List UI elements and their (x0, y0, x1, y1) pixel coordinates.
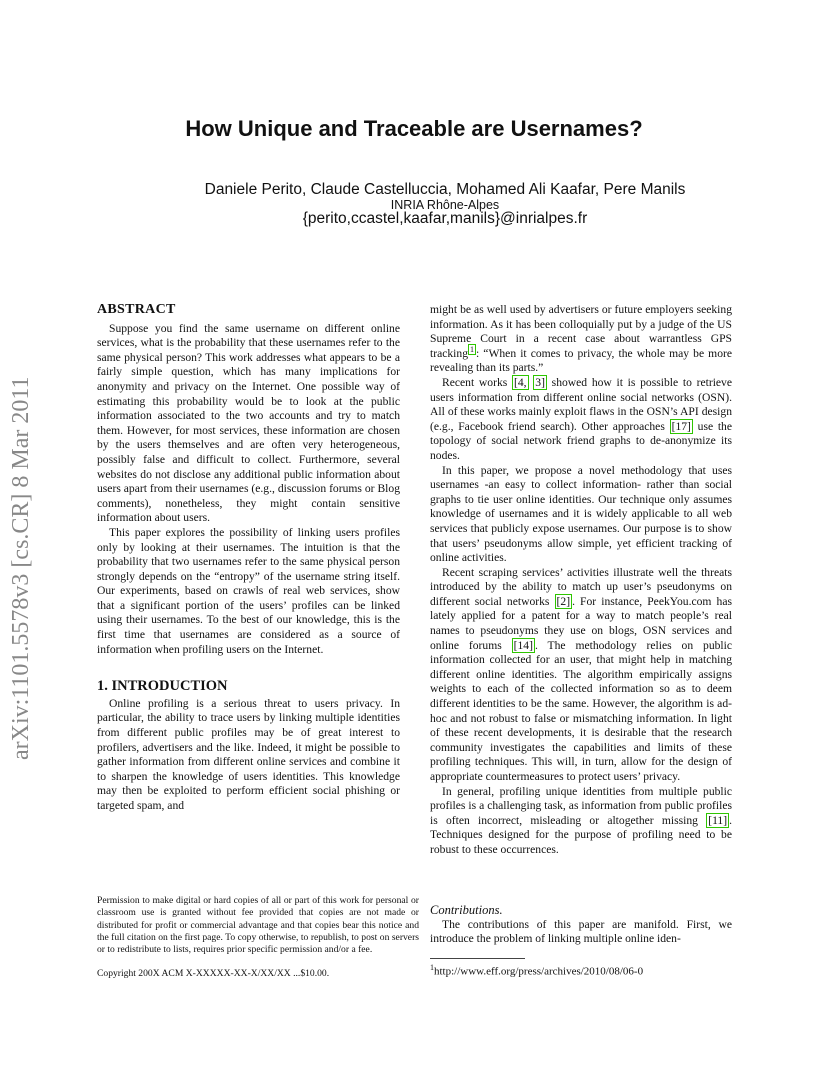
body-paragraph: Recent scraping services’ activities illustrate well the threats introduced by the ability to match up user’s pseudonyms on different social networks [2] . For instance, PeekYou.com has lately applied for a patent for a way to match people’s real names to pseudonyms they use on blogs, OSN services and online forums [14] . The methodology relies on public information collected for an user, that might help in matching different online identities. The algorithm empirically assigns weights to each of the collected information so as to deem different identities to be the same. However, the algorithm is ad-hoc and not robust to false or mismatching information. In light of these recent developments, it is desirable that the research community investigates the capabilities and limits of these profiling techniques. This will, in turn, allow for the design of appropriate countermeasures to protect users’ privacy. (430, 565, 732, 783)
introduction-heading: 1. INTRODUCTION (97, 678, 228, 695)
body-paragraph: In general, profiling unique identities from multiple public profiles is a challenging task, as information from public profiles is often incorrect, misleading or altogether missing [11] . Techniques designed for the purpose of profiling need to be robust to these occurrences. (430, 784, 732, 856)
author-emails: {perito,ccastel,kaafar,manils}@inrialpes.fr (302, 210, 588, 227)
citation-link[interactable]: [4, (513, 375, 527, 389)
affiliation: INRIA Rhône-Alpes (390, 198, 500, 212)
abstract-paragraph: Suppose you find the same username on different online services, what is the probability that these usernames refer to the same physical person? This work addresses what appears to be a fairly simple question, which has many implications for anonymity and privacy on the Internet. One possible way of estimating this probability would be to look at the public information associated to the two accounts and try to match them. However, for most services, these information are chosen by the users themselves and are often very heterogeneous, possibly false and difficult to collect. Furthermore, several websites do not disclose any additional public information about users apart from their usernames (e.g., discussion forums or Blog comments), nonetheless, they might contain sensitive information about users. (97, 321, 400, 525)
body-paragraph: might be as well used by advertisers or future employers seeking information. As it has been colloquially put by a judge of the US Supreme Court in a recent case about warrantless GPS tracking $^1$ : “When it comes to privacy, the whole may be more revealing than its parts.” (430, 303, 732, 375)
contributions-section (430, 903, 732, 947)
left-column (97, 303, 400, 814)
body-paragraph: Recent works [4, 3] showed how it is possible to retrieve users information from different online social networks (OSN). All of these works mainly exploit flaws in the OSN’s API design (e.g., Facebook friend search). Other approaches [17] use the topology of social network friend graphs to de-anonymize its nodes. (430, 375, 732, 462)
footnote-url[interactable]: http://www.eff.org/press/archives/2010/08/06-0 (434, 965, 644, 978)
contributions-heading: Contributions. (430, 903, 503, 917)
footnote (430, 963, 643, 978)
intro-paragraph: Online profiling is a serious threat to users privacy. In particular, the ability to trace users by linking multiple identities from different public profiles may be of great interest to profilers, advertisers and the like. Indeed, it might be possible to gather information from different online services and combine it to sharpen the knowledge of users identities. This knowledge may then be exploited to perform efficient social phishing or targeted spam, and (97, 696, 400, 812)
permission-notice: Permission to make digital or hard copies of all or part of this work for personal or classroom use is granted without fee provided that copies are not made or distributed for profit or commercial advantage and that copies bear this notice and the full citation on the first page. To copy otherwise, to republish, to post on servers or to redistribute to lists, requires prior specific permission and/or a fee. (97, 895, 419, 956)
author-list: Daniele Perito, Claude Castelluccia, Mohamed Ali Kaafar, Pere Manils (204, 181, 686, 198)
body-paragraph: In this paper, we propose a novel methodology that uses usernames -an easy to collect information- rather than social graphs to tie user online identities. Our technique only assumes knowledge of usernames and it is widely applicable to all web services that publicly expose usernames. Our purpose is to show that users’ pseudonyms allow simple, yet efficient tracking of online activities. (430, 463, 732, 565)
citation-link[interactable]: [11] (708, 813, 728, 827)
right-column (430, 303, 732, 858)
citation-link[interactable]: [2] (556, 594, 571, 608)
contributions-paragraph: The contributions of this paper are manifold. First, we introduce the problem of linking multiple online iden- (430, 917, 732, 946)
abstract-paragraph: This paper explores the possibility of linking users profiles only by looking at their usernames. The intuition is that the probability that two usernames refer to the same physical person strongly depends on the “entropy” of the username string itself. Our experiments, based on crawls of real web services, show that a significant portion of the users’ profiles can be linked using their usernames. To the best of our knowledge, this is the first time that usernames are considered as a source of information when profiling users on the Internet. (97, 525, 400, 656)
citation-link[interactable]: [17] (671, 419, 691, 433)
citation-link[interactable]: 3] (535, 375, 545, 389)
footnote-link[interactable]: 1 (470, 344, 474, 354)
abstract-heading: ABSTRACT (97, 302, 176, 317)
footnote-number: 1 (430, 963, 434, 972)
paper-title: How Unique and Traceable are Usernames? (185, 116, 643, 141)
footnote-divider (430, 958, 525, 959)
copyright-line: Copyright 200X ACM X-XXXXX-XX-X/XX/XX ...$10.00. (97, 968, 330, 979)
citation-link[interactable]: [14] (513, 638, 533, 652)
arxiv-stamp: arXiv:1101.5578v3 [cs.CR] 8 Mar 2011 (8, 376, 34, 760)
